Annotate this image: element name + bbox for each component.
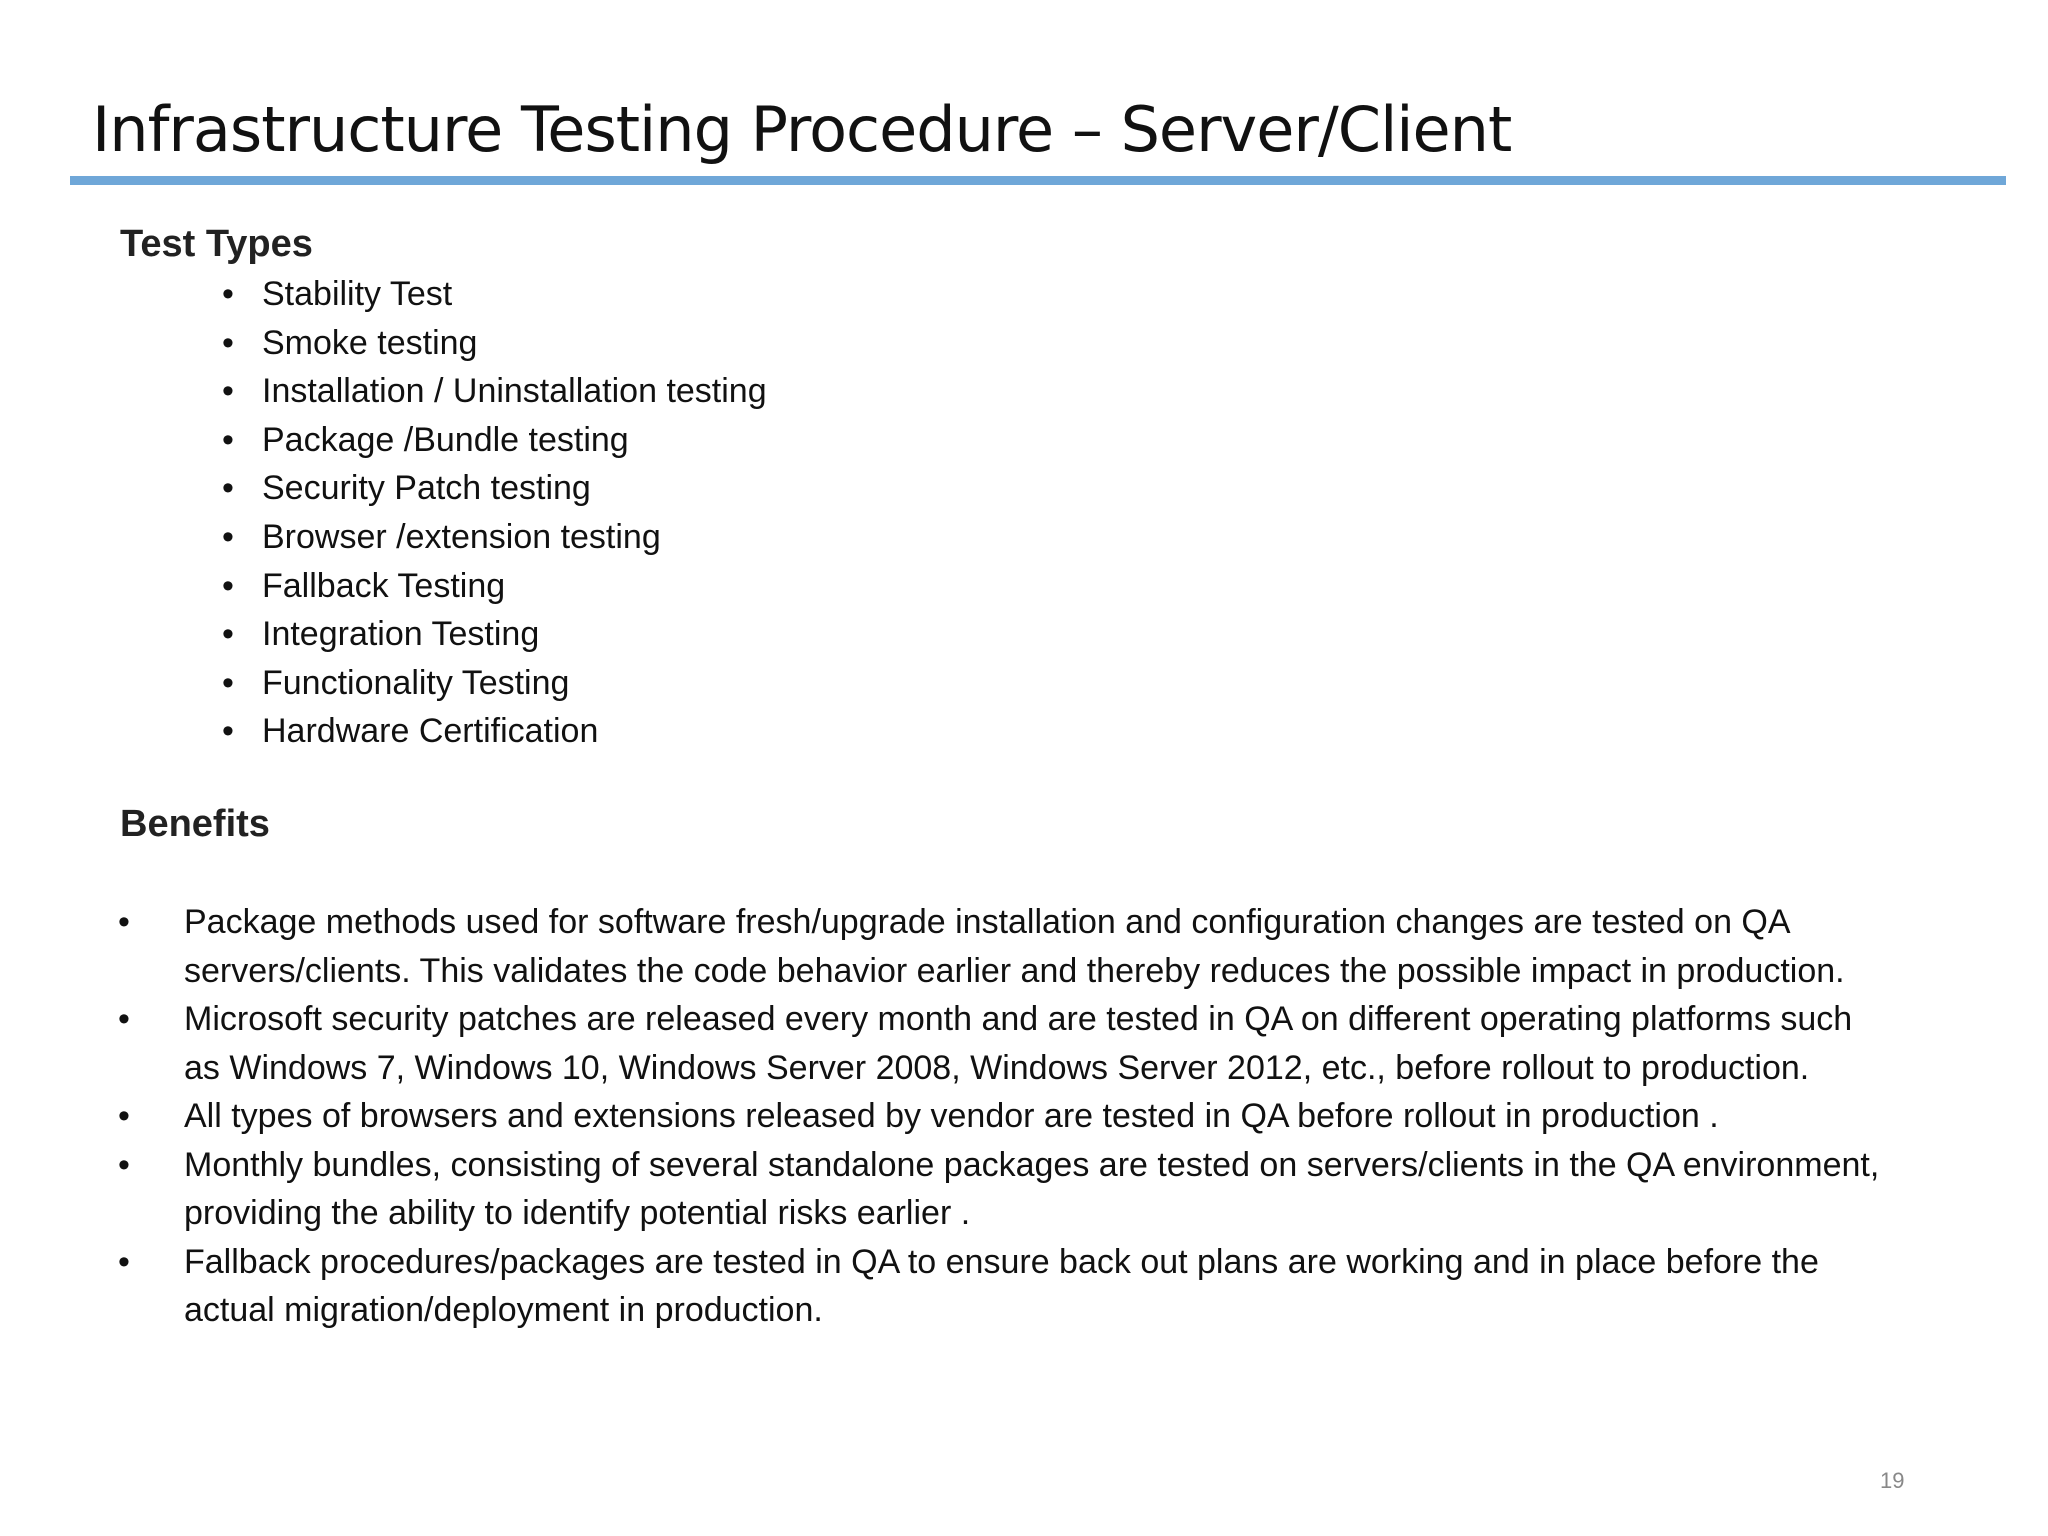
benefit-text: Monthly bundles, consisting of several standalone packages are tested on servers/clients in the QA environment, providing the ability to identify potential risks earlier .	[184, 1145, 1880, 1232]
test-type-label: Fallback Testing	[262, 566, 506, 605]
test-type-label: Security Patch testing	[262, 469, 591, 508]
list-item	[0, 1092, 1884, 1141]
test-type-label: Stability Test	[262, 275, 453, 313]
benefit-text: Package methods used for software fresh/upgrade installation and configuration changes are tested on QA servers/clients. This validates the code behavior earlier and thereby reduces the possible impact in production.	[184, 903, 1845, 990]
bullet-icon: •	[118, 903, 130, 941]
list-item	[0, 995, 1884, 1092]
bullet-icon: •	[118, 1242, 130, 1281]
title-underline	[70, 176, 2006, 185]
list-item	[0, 707, 767, 756]
bullet-icon: •	[222, 517, 234, 556]
test-type-label: Installation / Uninstallation testing	[262, 372, 767, 411]
bullet-icon: •	[222, 323, 234, 362]
list-item	[0, 562, 767, 611]
test-type-label: Hardware Certification	[262, 712, 599, 751]
list-item	[0, 416, 767, 465]
test-types-list	[0, 270, 767, 756]
page-number: 19	[1880, 1468, 1905, 1493]
list-item	[0, 1141, 1884, 1238]
list-item	[0, 659, 767, 708]
benefit-text: Microsoft security patches are released every month and are tested in QA on different operating platforms such as Windows 7, Windows 10, Windows Server 2008, Windows Server 2012, etc., before rollout to production.	[184, 1000, 1853, 1087]
bullet-icon: •	[222, 615, 234, 654]
benefit-text: Fallback procedures/packages are tested in QA to ensure back out plans are working and in place before the actual migration/deployment in production.	[184, 1242, 1819, 1329]
list-item	[0, 1238, 1884, 1335]
test-type-label: Functionality Testing	[262, 663, 570, 702]
test-type-label: Package /Bundle testing	[262, 420, 629, 459]
bullet-icon: •	[222, 372, 234, 411]
bullet-icon: •	[222, 712, 234, 751]
test-type-label: Integration Testing	[262, 615, 540, 654]
list-item	[0, 513, 767, 562]
list-item	[0, 610, 767, 659]
slide-title: Infrastructure Testing Procedure – Server/Client	[92, 93, 1512, 166]
bullet-icon: •	[222, 663, 234, 702]
list-item	[0, 319, 767, 368]
list-item	[0, 898, 1884, 995]
bullet-icon: •	[222, 275, 234, 313]
bullet-icon: •	[222, 566, 234, 605]
benefits-list	[0, 898, 1900, 1335]
list-item	[0, 270, 767, 319]
bullet-icon: •	[118, 1000, 130, 1038]
benefit-text: All types of browsers and extensions released by vendor are tested in QA before rollout in production .	[184, 1097, 1719, 1135]
list-item	[0, 464, 767, 513]
bullet-icon: •	[222, 469, 234, 508]
test-type-label: Browser /extension testing	[262, 517, 661, 556]
bullet-icon: •	[222, 420, 234, 459]
test-types-heading: Test Types	[120, 223, 313, 265]
list-item	[0, 367, 767, 416]
bullet-icon: •	[118, 1097, 130, 1135]
test-type-label: Smoke testing	[262, 323, 478, 362]
bullet-icon: •	[118, 1145, 130, 1184]
benefits-heading: Benefits	[120, 803, 270, 845]
